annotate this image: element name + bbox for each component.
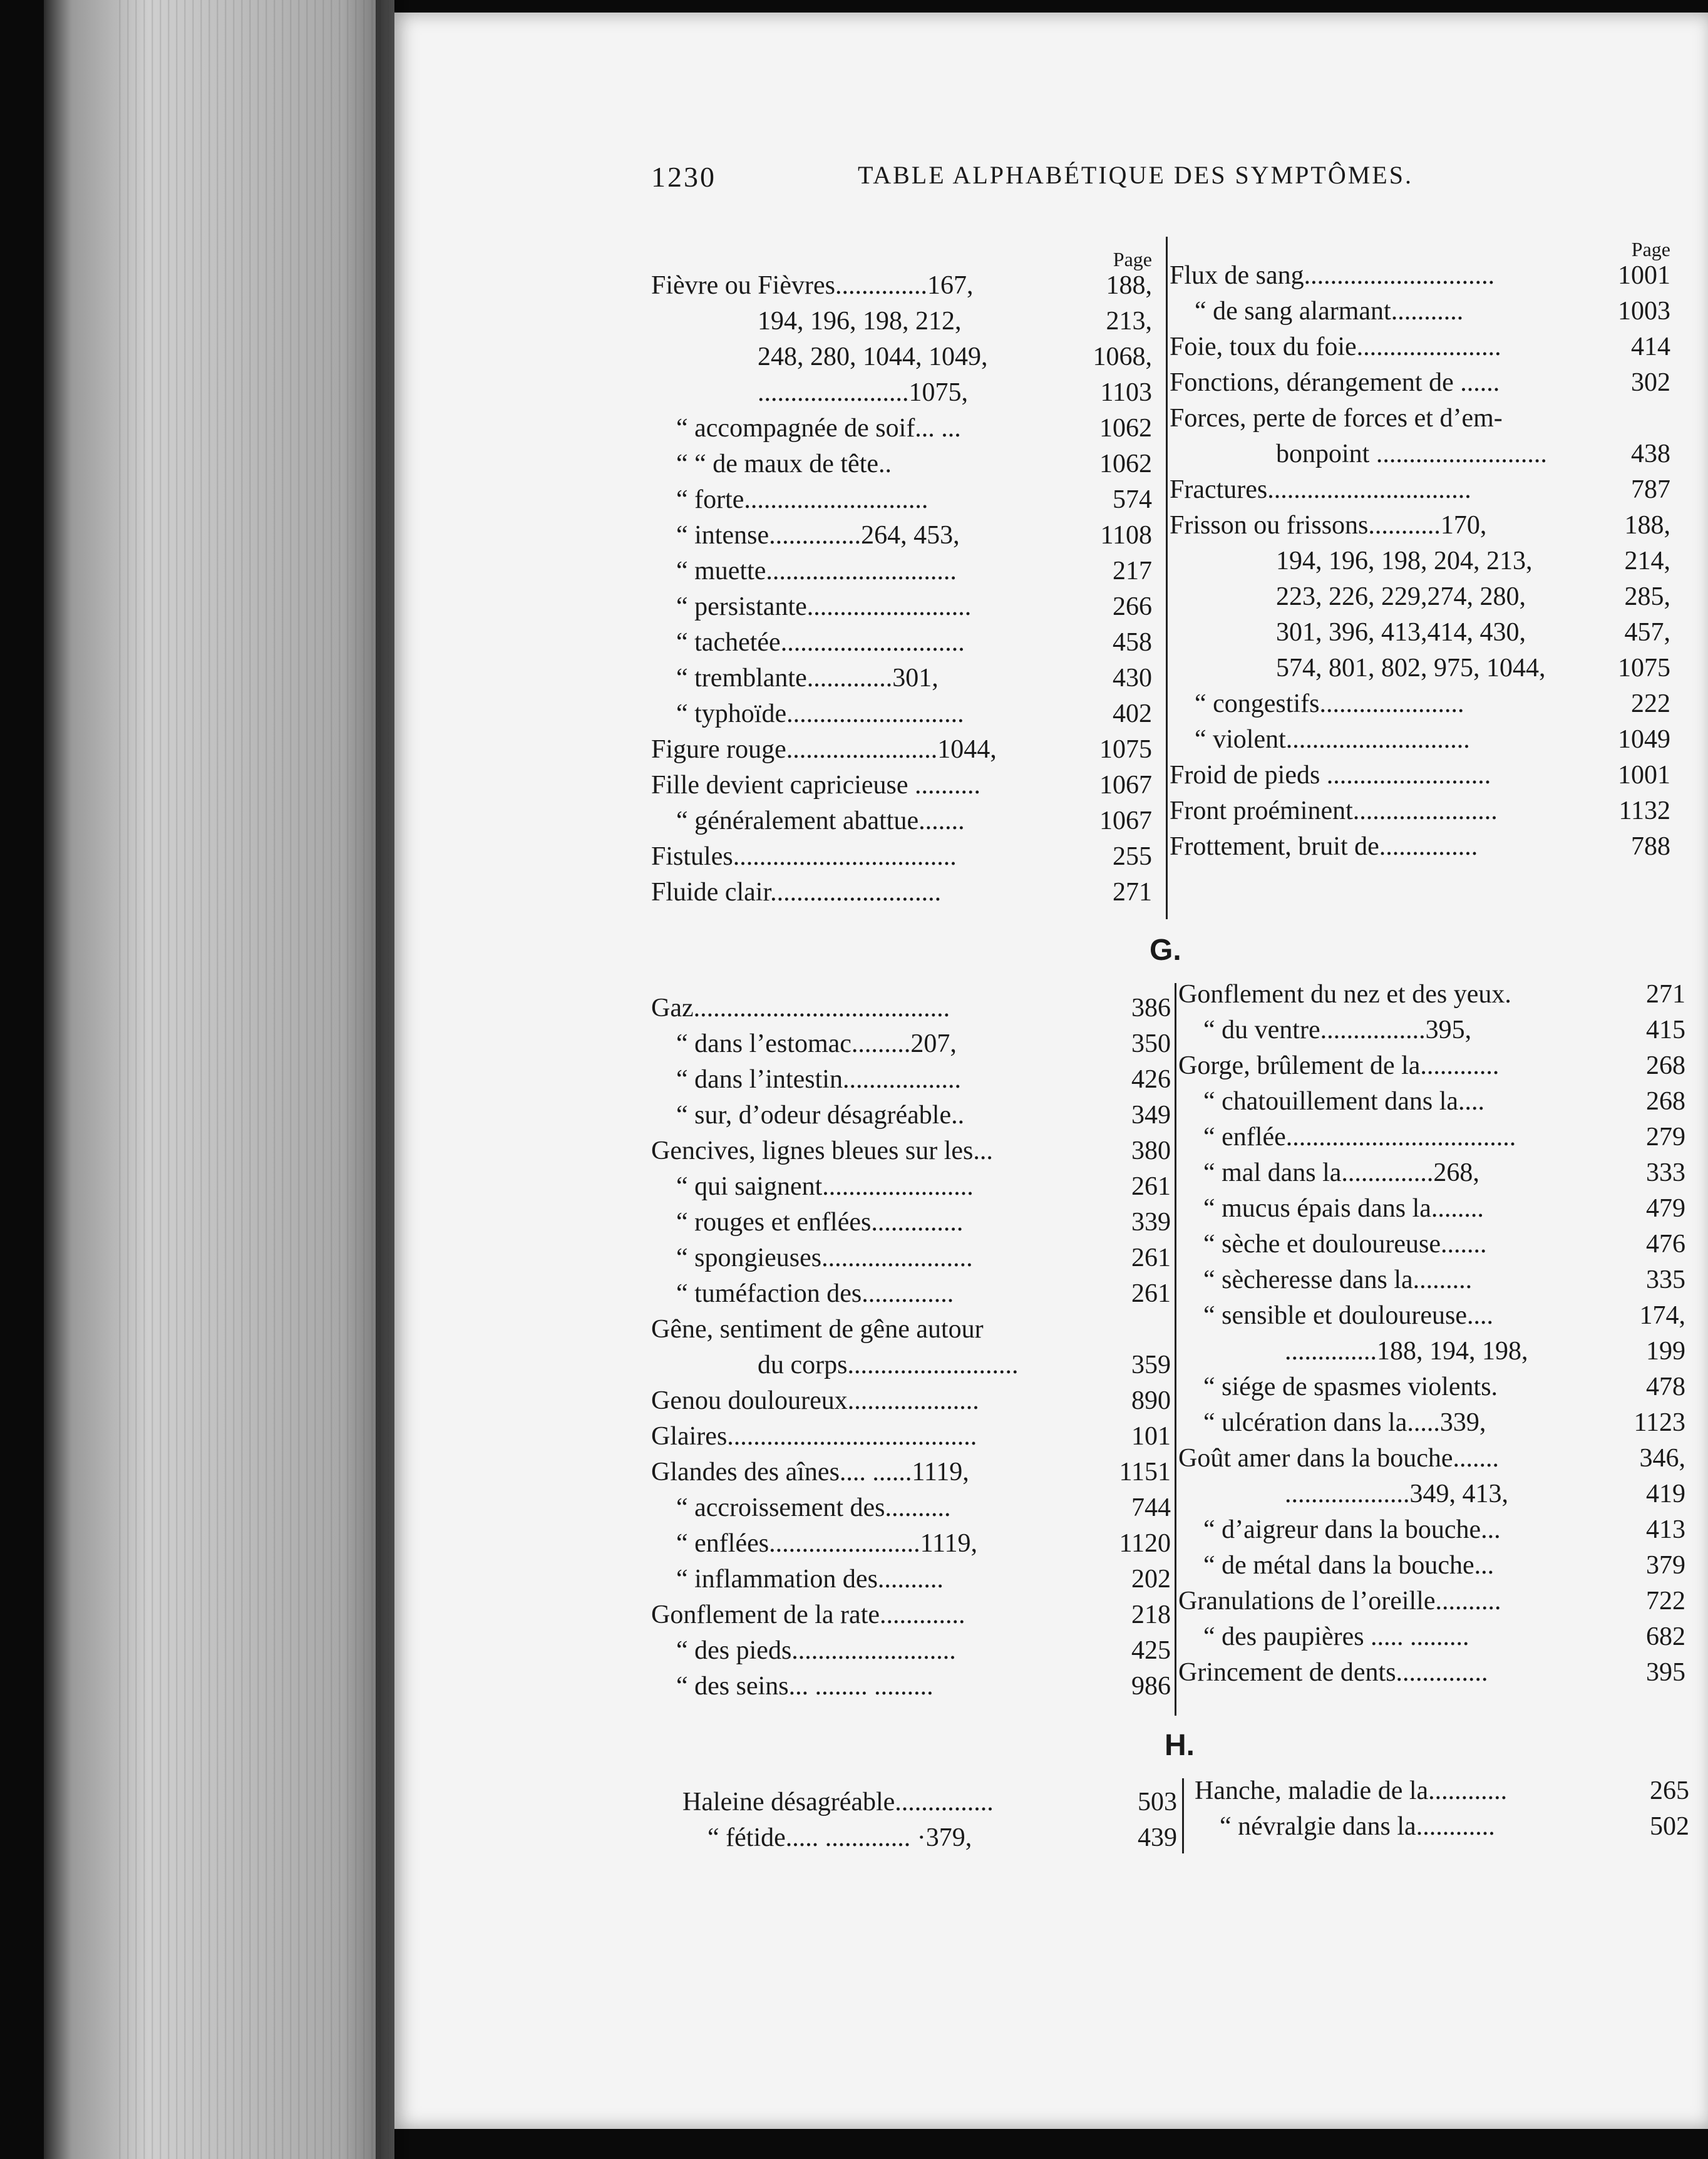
index-entry-text: “ violent............................ (1195, 725, 1470, 754)
index-entry-text: Gencives, lignes bleues sur les... (651, 1136, 993, 1165)
index-entry-text: “ enflée................................... (1203, 1123, 1516, 1152)
index-entry-text: “ d’aigreur dans la bouche... (1203, 1515, 1501, 1544)
index-entry (651, 991, 1171, 1026)
index-entry-text: Frisson ou frissons...........170, (1170, 511, 1487, 540)
index-entry (651, 1133, 1171, 1169)
index-entry-page: 426 (1131, 1065, 1171, 1094)
index-entry (1178, 1405, 1685, 1441)
index-entry (1170, 329, 1670, 365)
index-entry (651, 1597, 1171, 1633)
index-entry-text: “ des seins... ........ ......... (676, 1672, 934, 1701)
index-entry-text: “ qui saignent....................... (676, 1172, 974, 1201)
index-entry-text: Gaz....................................... (651, 994, 950, 1023)
index-entry (1178, 1548, 1685, 1584)
index-entry-page: 457, (1624, 618, 1670, 647)
running-title: TABLE ALPHABÉTIQUE DES SYMPTÔMES. (858, 161, 1413, 189)
index-entry (1170, 258, 1670, 294)
index-entry-text: Figure rouge.......................1044, (651, 735, 997, 764)
index-entry (682, 1785, 1177, 1820)
index-entry (1170, 508, 1670, 544)
index-entry-text: ...................349, 413, (1285, 1480, 1508, 1508)
index-entry-text: “ “ de maux de tête.. (676, 450, 892, 478)
index-entry-page: 986 (1131, 1672, 1171, 1701)
index-entry (651, 1669, 1171, 1704)
index-entry-page: 380 (1131, 1136, 1171, 1165)
index-entry-text: “ sècheresse dans la......... (1203, 1265, 1473, 1294)
index-entry-page: 261 (1131, 1172, 1171, 1201)
index-entry (1170, 436, 1670, 472)
column-header (1170, 220, 1670, 258)
index-entry-page: 255 (1113, 842, 1152, 871)
index-entry-page: 261 (1131, 1244, 1171, 1272)
index-entry-text: 194, 196, 198, 204, 213, (1276, 547, 1533, 575)
index-entry (651, 1490, 1171, 1526)
page-number: 1230 (651, 161, 716, 193)
section-f-right-column (1170, 220, 1670, 865)
index-entry-text: “ généralement abattue....... (676, 806, 965, 835)
index-entry-page: 202 (1131, 1565, 1171, 1594)
index-entry (1170, 829, 1670, 865)
index-entry (651, 625, 1152, 661)
index-entry-text: Fonctions, dérangement de ...... (1170, 368, 1500, 397)
index-entry-page: 395 (1646, 1658, 1685, 1687)
index-entry (1178, 1369, 1685, 1405)
index-entry-text: Grincement de dents.............. (1178, 1658, 1488, 1687)
index-entry-page: 574 (1113, 485, 1152, 514)
index-entry-page: 430 (1113, 664, 1152, 693)
index-entry (1170, 758, 1670, 793)
index-entry (1170, 615, 1670, 651)
section-g-right-column (1178, 977, 1685, 1691)
index-entry (651, 661, 1152, 696)
index-entry-text: Gorge, brûlement de la............ (1178, 1051, 1500, 1080)
index-entry-page: 890 (1131, 1386, 1171, 1415)
index-entry (651, 482, 1152, 518)
index-entry-page: 1067 (1099, 771, 1152, 800)
index-entry-page: 213, (1106, 307, 1152, 336)
index-entry-text: “ de sang alarmant........... (1195, 297, 1464, 326)
index-entry (651, 589, 1152, 625)
index-entry-text: “ dans l’estomac.........207, (676, 1029, 957, 1058)
index-entry-text: .......................1075, (758, 378, 968, 407)
index-entry-text: “ dans l’intestin.................. (676, 1065, 961, 1094)
index-entry-page: 414 (1631, 332, 1670, 361)
index-entry-page: 415 (1646, 1016, 1685, 1044)
index-entry (1170, 686, 1670, 722)
index-entry (651, 1240, 1171, 1276)
index-entry-page: 268 (1646, 1087, 1685, 1116)
index-entry-page: 188, (1624, 511, 1670, 540)
index-entry-text: “ accroissement des.......... (676, 1493, 951, 1522)
index-entry-text: 301, 396, 413,414, 430, (1276, 618, 1526, 647)
index-entry-text: “ des pieds......................... (676, 1636, 956, 1665)
index-entry (1178, 1262, 1685, 1298)
index-entry-text: “ des paupières ..... ......... (1203, 1622, 1469, 1651)
index-entry (651, 1633, 1171, 1669)
index-entry (1170, 401, 1670, 436)
index-entry (1170, 579, 1670, 615)
index-entry-page: 349 (1131, 1101, 1171, 1130)
index-entry (1178, 977, 1685, 1013)
index-entry-page: 476 (1646, 1230, 1685, 1259)
index-entry (651, 1098, 1171, 1133)
index-entry-page: 1103 (1100, 378, 1152, 407)
index-entry-page: 199 (1646, 1337, 1685, 1366)
index-entry (1178, 1512, 1685, 1548)
index-entry-text: 194, 196, 198, 212, (758, 307, 962, 336)
index-entry (1170, 294, 1670, 329)
page-edges (113, 0, 394, 2159)
index-entry-text: bonpoint .......................... (1276, 440, 1547, 468)
index-entry-page: 1062 (1099, 414, 1152, 443)
index-entry (682, 1820, 1177, 1856)
index-entry (1178, 1048, 1685, 1084)
index-entry-page: 359 (1131, 1351, 1171, 1379)
index-entry-text: “ fétide..... ............. ·379, (707, 1823, 972, 1852)
index-entry (1178, 1619, 1685, 1655)
index-entry-page: 265 (1650, 1776, 1689, 1805)
index-entry-page: 266 (1113, 592, 1152, 621)
column-header (651, 230, 1152, 271)
index-entry-text: “ sensible et douloureuse.... (1203, 1301, 1494, 1330)
index-entry-page: 1108 (1100, 521, 1152, 550)
index-entry (651, 1526, 1171, 1562)
index-entry-text: “ tachetée............................ (676, 628, 965, 657)
index-entry-page: 271 (1113, 878, 1152, 907)
index-entry-text: Foie, toux du foie...................... (1170, 332, 1501, 361)
index-entry-text: “ congestifs...................... (1195, 689, 1464, 718)
index-entry (1178, 1227, 1685, 1262)
index-entry (1178, 1584, 1685, 1619)
index-entry-text: Gêne, sentiment de gêne autour (651, 1315, 984, 1344)
section-letter-g: G. (1150, 934, 1181, 967)
index-entry-text: 248, 280, 1044, 1049, (758, 343, 988, 371)
index-entry-page: 458 (1113, 628, 1152, 657)
index-entry-text: Fractures............................... (1170, 475, 1471, 504)
index-entry-text: “ névralgie dans la............ (1220, 1812, 1495, 1841)
column-divider (1166, 237, 1168, 919)
index-entry (651, 304, 1152, 339)
index-entry-text: Frottement, bruit de............... (1170, 832, 1478, 861)
index-entry-text: Glaires...................................... (651, 1422, 977, 1451)
index-entry-text: Flux de sang............................. (1170, 261, 1495, 290)
index-entry-page: 222 (1631, 689, 1670, 718)
index-entry-text: du corps.......................... (758, 1351, 1019, 1379)
index-entry (651, 1312, 1171, 1347)
index-entry-page: 402 (1113, 699, 1152, 728)
index-entry-text: “ tuméfaction des.............. (676, 1279, 954, 1308)
index-entry-page: 214, (1624, 547, 1670, 575)
index-entry-text: Fièvre ou Fièvres..............167, (651, 271, 974, 300)
index-entry-page: 1123 (1633, 1408, 1685, 1437)
index-entry (1170, 365, 1670, 401)
index-entry (651, 1276, 1171, 1312)
index-entry-page: 478 (1646, 1373, 1685, 1401)
index-entry-page: 188, (1106, 271, 1152, 300)
index-entry-text: “ mal dans la..............268, (1203, 1158, 1479, 1187)
index-entry (651, 554, 1152, 589)
index-entry-text: Glandes des aînes.... ......1119, (651, 1458, 969, 1487)
index-entry-text: “ enflées.......................1119, (676, 1529, 977, 1558)
index-entry (1178, 1013, 1685, 1048)
index-entry-page: 502 (1650, 1812, 1689, 1841)
index-entry-page: 1075 (1099, 735, 1152, 764)
index-entry-page: 1003 (1618, 297, 1670, 326)
section-h-left-column (682, 1785, 1177, 1856)
index-entry-page: 1151 (1119, 1458, 1171, 1487)
index-entry (651, 768, 1152, 803)
index-entry-page: 268 (1646, 1051, 1685, 1080)
index-entry-page: 788 (1631, 832, 1670, 861)
page-header-label: Page (1631, 238, 1670, 260)
index-entry-page: 218 (1131, 1600, 1171, 1629)
index-entry-page: 439 (1138, 1823, 1177, 1852)
index-entry-text: “ de métal dans la bouche... (1203, 1551, 1494, 1580)
page-header-label: Page (1113, 248, 1152, 271)
index-entry-page: 1120 (1119, 1529, 1171, 1558)
column-divider (1175, 983, 1176, 1716)
index-entry-text: “ typhoïde........................... (676, 699, 964, 728)
index-entry-page: 174, (1639, 1301, 1685, 1330)
index-entry-page: 1067 (1099, 806, 1152, 835)
index-entry (651, 375, 1152, 411)
index-entry-page: 787 (1631, 475, 1670, 504)
index-entry-page: 682 (1646, 1622, 1685, 1651)
index-entry-text: “ inflammation des.......... (676, 1565, 944, 1594)
index-entry-text: “ rouges et enflées.............. (676, 1208, 964, 1237)
index-entry-page: 1068, (1093, 343, 1152, 371)
index-entry-page: 261 (1131, 1279, 1171, 1308)
index-entry-text: “ chatouillement dans la.... (1203, 1087, 1485, 1116)
index-entry-text: “ siége de spasmes violents. (1203, 1373, 1498, 1401)
index-entry (1178, 1191, 1685, 1227)
index-entry-page: 1001 (1618, 261, 1670, 290)
index-entry (651, 803, 1152, 839)
index-entry-page: 350 (1131, 1029, 1171, 1058)
index-entry-text: “ forte............................ (676, 485, 929, 514)
index-entry (1178, 1120, 1685, 1155)
index-entry-page: 438 (1631, 440, 1670, 468)
index-entry-text: Gonflement du nez et des yeux. (1178, 980, 1511, 1009)
index-entry (651, 1562, 1171, 1597)
index-entry-page: 1062 (1099, 450, 1152, 478)
index-entry-page: 413 (1646, 1515, 1685, 1544)
index-entry-page: 744 (1131, 1493, 1171, 1522)
index-entry-page: 335 (1646, 1265, 1685, 1294)
index-entry (651, 339, 1152, 375)
index-entry-text: Gonflement de la rate............. (651, 1600, 965, 1629)
index-entry-page: 386 (1131, 994, 1171, 1023)
index-entry-text: “ muette............................. (676, 557, 957, 585)
index-entry-page: 722 (1646, 1587, 1685, 1615)
index-entry (651, 1169, 1171, 1205)
index-entry-text: “ tremblante.............301, (676, 664, 939, 693)
index-entry (1178, 1334, 1685, 1369)
index-entry (1170, 651, 1670, 686)
index-entry-text: Fille devient capricieuse .......... (651, 771, 981, 800)
index-entry (651, 411, 1152, 446)
index-entry (651, 1026, 1171, 1062)
section-h-right-column (1195, 1773, 1689, 1845)
index-entry (651, 1062, 1171, 1098)
index-entry-page: 271 (1646, 980, 1685, 1009)
section-g-left-column (651, 991, 1171, 1704)
index-entry-page: 419 (1646, 1480, 1685, 1508)
index-entry-text: “ sèche et douloureuse....... (1203, 1230, 1487, 1259)
index-entry-text: ..............188, 194, 198, (1285, 1337, 1528, 1366)
index-entry (651, 446, 1152, 482)
index-entry (1170, 722, 1670, 758)
index-entry-text: Genou douloureux.................... (651, 1386, 979, 1415)
index-entry (651, 1455, 1171, 1490)
index-entry-page: 1001 (1618, 761, 1670, 790)
index-entry-page: 302 (1631, 368, 1670, 397)
index-entry (1178, 1441, 1685, 1476)
index-entry (1170, 472, 1670, 508)
index-entry (651, 268, 1152, 304)
index-entry-page: 1075 (1618, 654, 1670, 683)
index-entry-page: 217 (1113, 557, 1152, 585)
index-entry-text: “ accompagnée de soif... ... (676, 414, 961, 443)
index-entry (1170, 793, 1670, 829)
section-letter-h: H. (1165, 1729, 1195, 1762)
column-divider (1182, 1778, 1184, 1853)
index-entry (1195, 1773, 1689, 1809)
index-entry-text: Froid de pieds ......................... (1170, 761, 1491, 790)
index-entry (1178, 1155, 1685, 1191)
index-entry-page: 1132 (1618, 796, 1670, 825)
index-entry-page: 285, (1624, 582, 1670, 611)
index-entry (651, 1383, 1171, 1419)
index-entry (1178, 1655, 1685, 1691)
index-entry-text: Goût amer dans la bouche....... (1178, 1444, 1500, 1473)
index-entry (1170, 544, 1670, 579)
index-entry (651, 732, 1152, 768)
index-entry-page: 333 (1646, 1158, 1685, 1187)
index-entry (651, 839, 1152, 875)
index-entry-text: “ ulcération dans la.....339, (1203, 1408, 1486, 1437)
index-entry-page: 101 (1131, 1422, 1171, 1451)
index-entry (651, 875, 1152, 910)
running-head (651, 150, 1678, 200)
index-entry-text: 574, 801, 802, 975, 1044, (1276, 654, 1546, 683)
index-entry-page: 379 (1646, 1551, 1685, 1580)
index-entry-text: “ sur, d’odeur désagréable.. (676, 1101, 965, 1130)
index-entry-text: “ du ventre................395, (1203, 1016, 1472, 1044)
index-entry-text: “ persistante......................... (676, 592, 972, 621)
index-entry-text: Haleine désagréable............... (682, 1788, 994, 1816)
index-entry (651, 1419, 1171, 1455)
index-entry (651, 518, 1152, 554)
index-entry (651, 1205, 1171, 1240)
index-entry (1178, 1298, 1685, 1334)
index-entry-text: Forces, perte de forces et d’em- (1170, 404, 1503, 433)
index-entry (1195, 1809, 1689, 1845)
index-entry-page: 279 (1646, 1123, 1685, 1152)
index-entry (651, 1347, 1171, 1383)
index-entry-text: “ spongieuses....................... (676, 1244, 973, 1272)
index-entry-text: Front proéminent...................... (1170, 796, 1498, 825)
index-entry-page: 503 (1138, 1788, 1177, 1816)
index-entry-text: 223, 226, 229,274, 280, (1276, 582, 1526, 611)
index-entry-text: Granulations de l’oreille.......... (1178, 1587, 1501, 1615)
index-entry-page: 425 (1131, 1636, 1171, 1665)
section-f-left-column (651, 230, 1152, 910)
index-entry (651, 696, 1152, 732)
index-entry-page: 346, (1639, 1444, 1685, 1473)
index-entry-text: Fistules.................................. (651, 842, 957, 871)
index-entry-text: “ intense..............264, 453, (676, 521, 960, 550)
index-entry-text: “ mucus épais dans la........ (1203, 1194, 1484, 1223)
index-entry (1178, 1476, 1685, 1512)
index-entry-text: Fluide clair.......................... (651, 878, 942, 907)
index-entry-text: Hanche, maladie de la............ (1195, 1776, 1508, 1805)
index-entry (1178, 1084, 1685, 1120)
index-entry-page: 1049 (1618, 725, 1670, 754)
index-entry-page: 479 (1646, 1194, 1685, 1223)
index-entry-page: 339 (1131, 1208, 1171, 1237)
